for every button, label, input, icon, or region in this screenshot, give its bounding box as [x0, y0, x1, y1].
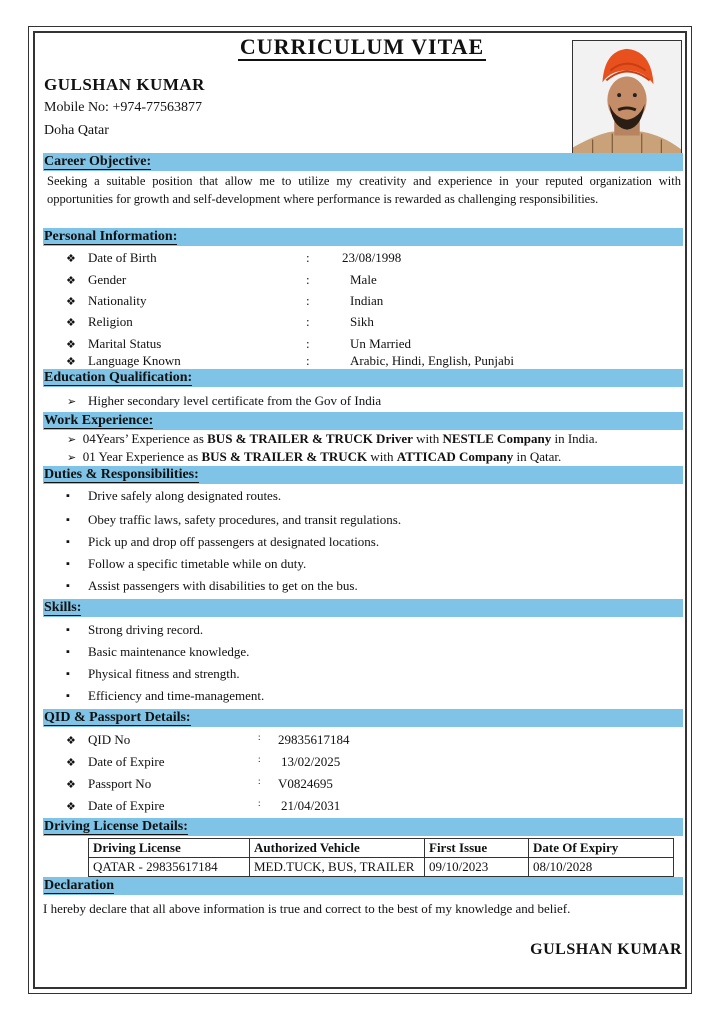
square-bullet-icon: ▪: [66, 668, 70, 680]
personal-value: Indian: [350, 293, 384, 308]
table-cell: QATAR - 29835617184: [89, 858, 250, 877]
table-header-row: [89, 839, 674, 858]
work-text: 04Years’ Experience as: [82, 431, 208, 446]
qid-label: Passport No: [88, 776, 152, 791]
career-objective-text: Seeking a suitable position that allow me to utilize my creativity and experience in your reputed organization with opportunities for growth and self-development where performance is rewarded as challenging responsibilities.: [47, 174, 681, 206]
work-text: in Qatar.: [513, 449, 562, 464]
work-text: with: [412, 431, 443, 446]
section-career-objective: Career Objective:: [43, 153, 683, 171]
work-role: BUS & TRAILER & TRUCK: [201, 449, 368, 464]
personal-label: Gender: [88, 272, 127, 287]
work-item: [67, 431, 598, 447]
duty-text: Drive safely along designated routes.: [88, 488, 282, 503]
personal-label: Religion: [88, 314, 133, 329]
square-bullet-icon: ▪: [66, 536, 70, 548]
personal-separator: :: [306, 336, 310, 351]
diamond-bullet-icon: ❖: [66, 275, 76, 287]
square-bullet-icon: ▪: [66, 558, 70, 570]
duty-text: Assist passengers with disabilities to get on the bus.: [88, 578, 358, 593]
candidate-name: GULSHAN KUMAR: [44, 75, 205, 94]
qid-label: Date of Expire: [88, 754, 165, 769]
personal-label: Marital Status: [88, 336, 162, 351]
personal-value: 23/08/1998: [342, 250, 402, 265]
qid-value: 29835617184: [278, 732, 350, 747]
table-header: Date Of Expiry: [529, 839, 674, 858]
personal-value: Arabic, Hindi, English, Punjabi: [350, 353, 514, 368]
personal-label: Date of Birth: [88, 250, 157, 265]
square-bullet-icon: ▪: [66, 514, 70, 526]
square-bullet-icon: ▪: [66, 646, 70, 658]
table-header: Authorized Vehicle: [250, 839, 425, 858]
square-bullet-icon: ▪: [66, 624, 70, 636]
personal-value: Un Married: [350, 336, 412, 351]
diamond-bullet-icon: ❖: [66, 317, 76, 329]
section-skills: Skills:: [43, 599, 683, 617]
personal-separator: :: [306, 272, 310, 287]
personal-label: Nationality: [88, 293, 147, 308]
duty-text: Obey traffic laws, safety procedures, and transit regulations.: [88, 512, 402, 527]
square-bullet-icon: ▪: [66, 490, 70, 502]
education-text: Higher secondary level certificate from the Gov of India: [88, 393, 382, 408]
mobile-number: Mobile No: +974-77563877: [44, 100, 202, 115]
qid-label: Date of Expire: [88, 798, 165, 813]
qid-separator: :: [258, 732, 261, 742]
section-work-experience: Work Experience:: [43, 412, 683, 430]
section-qid-passport: QID & Passport Details:: [43, 709, 683, 727]
diamond-bullet-icon: ❖: [66, 757, 76, 769]
duty-text: Follow a specific timetable while on duty.: [88, 556, 307, 571]
driving-license-table: [88, 838, 674, 877]
table-header: Driving License: [89, 839, 250, 858]
work-company: NESTLE Company: [442, 431, 552, 446]
table-row: [89, 858, 674, 877]
diamond-bullet-icon: ❖: [66, 801, 76, 813]
table-cell: 09/10/2023: [425, 858, 529, 877]
table-cell: MED.TUCK, BUS, TRAILER: [250, 858, 425, 877]
square-bullet-icon: ▪: [66, 690, 70, 702]
arrow-bullet-icon: ➢: [67, 434, 77, 446]
skill-text: Efficiency and time-management.: [88, 688, 265, 703]
personal-separator: :: [306, 353, 310, 368]
profile-photo: [572, 40, 682, 170]
qid-value: 13/02/2025: [281, 754, 341, 769]
arrow-bullet-icon: ➢: [67, 396, 77, 408]
table-header: First Issue: [425, 839, 529, 858]
personal-separator: :: [306, 250, 310, 265]
diamond-bullet-icon: ❖: [66, 253, 76, 265]
diamond-bullet-icon: ❖: [66, 339, 76, 351]
skill-text: Strong driving record.: [88, 622, 204, 637]
location: Doha Qatar: [44, 123, 109, 138]
work-text: with: [367, 449, 397, 464]
qid-value: 21/04/2031: [281, 798, 341, 813]
diamond-bullet-icon: ❖: [66, 735, 76, 747]
duty-text: Pick up and drop off passengers at designated locations.: [88, 534, 380, 549]
skill-text: Basic maintenance knowledge.: [88, 644, 250, 659]
qid-separator: :: [258, 798, 261, 808]
section-declaration: Declaration: [43, 877, 683, 895]
work-company: ATTICAD Company: [396, 449, 514, 464]
declaration-text: I hereby declare that all above information is true and correct to the best of my knowledge and belief.: [43, 901, 571, 916]
document-title: CURRICULUM VITAE: [239, 34, 485, 59]
qid-separator: :: [258, 776, 261, 786]
personal-value: Sikh: [350, 314, 374, 329]
section-personal-information: Personal Information:: [43, 228, 683, 246]
personal-value: Male: [350, 272, 377, 287]
diamond-bullet-icon: ❖: [66, 779, 76, 791]
qid-value: V0824695: [278, 776, 333, 791]
section-education: Education Qualification:: [43, 369, 683, 387]
personal-label: Language Known: [88, 353, 181, 368]
section-duties: Duties & Responsibilities:: [43, 466, 683, 484]
skill-text: Physical fitness and strength.: [88, 666, 240, 681]
arrow-bullet-icon: ➢: [67, 452, 77, 464]
section-driving-license: Driving License Details:: [43, 818, 683, 836]
personal-separator: :: [306, 314, 310, 329]
work-role: BUS & TRAILER & TRUCK Driver: [207, 431, 413, 446]
table-cell: 08/10/2028: [529, 858, 674, 877]
square-bullet-icon: ▪: [66, 580, 70, 592]
qid-separator: :: [258, 754, 261, 764]
qid-label: QID No: [88, 732, 131, 747]
work-text: in India.: [551, 431, 598, 446]
work-text: 01 Year Experience as: [82, 449, 202, 464]
diamond-bullet-icon: ❖: [66, 296, 76, 308]
personal-separator: :: [306, 293, 310, 308]
diamond-bullet-icon: ❖: [66, 356, 76, 368]
signature-name: GULSHAN KUMAR: [530, 941, 682, 958]
work-item: [67, 449, 561, 465]
